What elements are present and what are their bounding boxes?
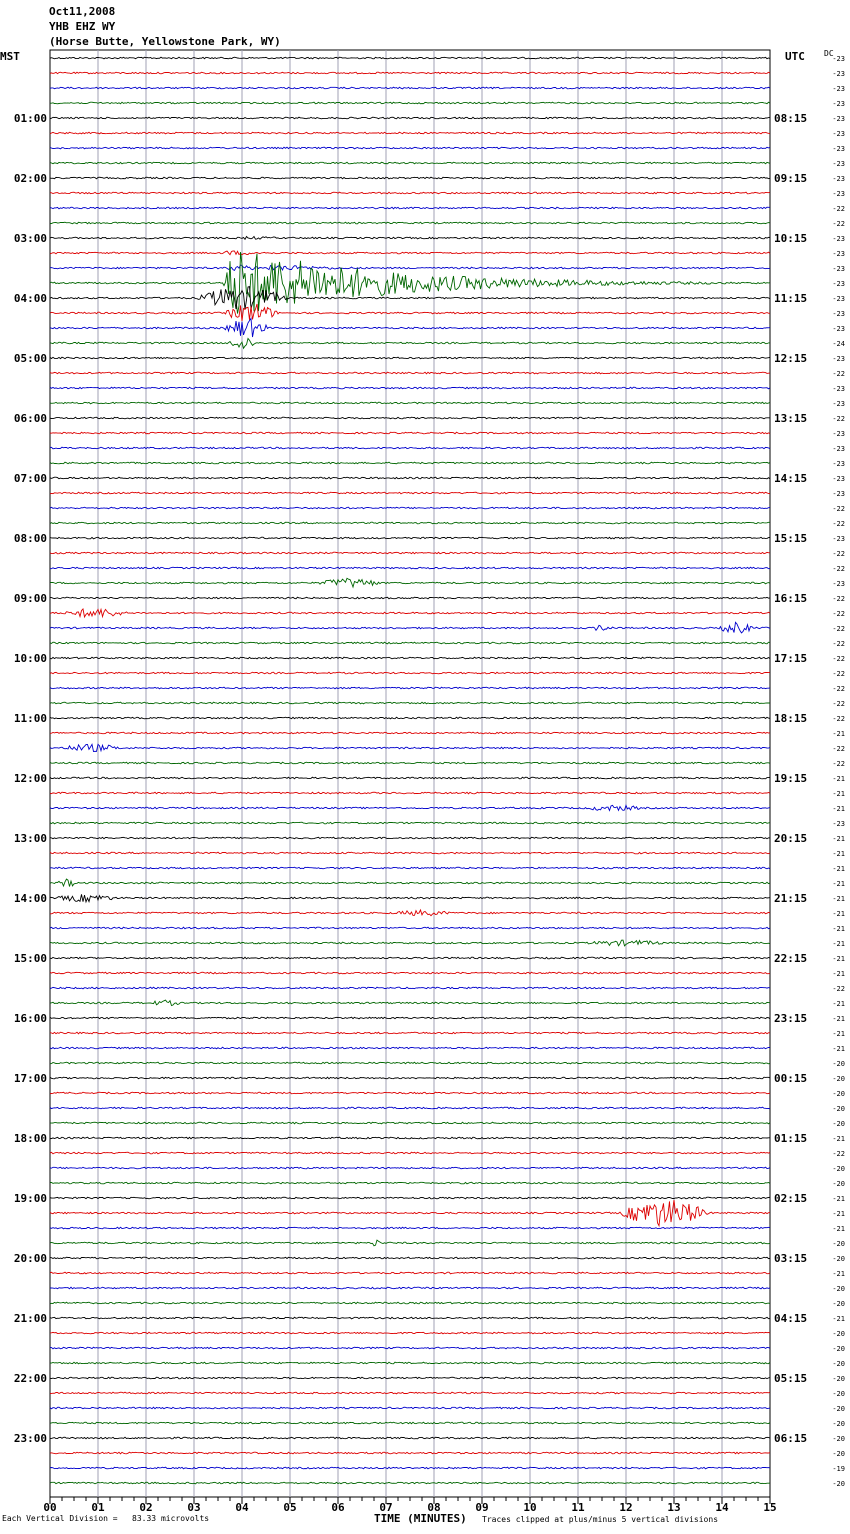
dc-offset-label: -21 bbox=[832, 1195, 845, 1203]
trace-line bbox=[50, 251, 770, 255]
hour-label-left: 02:00 bbox=[13, 172, 47, 185]
hour-label-left: 22:00 bbox=[13, 1372, 47, 1385]
dc-offset-label: -23 bbox=[832, 400, 845, 408]
hour-label-left: 14:00 bbox=[13, 892, 47, 905]
trace-line bbox=[50, 222, 770, 224]
chart-date: Oct11,2008 bbox=[49, 5, 116, 18]
trace-line bbox=[50, 417, 770, 419]
trace-line bbox=[50, 339, 770, 349]
dc-offset-label: -20 bbox=[832, 1075, 845, 1083]
trace-line bbox=[50, 1392, 770, 1394]
trace-line bbox=[50, 822, 770, 824]
x-tick-label: 10 bbox=[523, 1501, 537, 1514]
hour-label-right: 14:15 bbox=[774, 472, 808, 485]
dc-offset-label: -21 bbox=[832, 1000, 845, 1008]
trace-line bbox=[50, 1032, 770, 1034]
hour-label-left: 15:00 bbox=[13, 952, 47, 965]
dc-offset-label: -20 bbox=[832, 1060, 845, 1068]
hour-label-left: 18:00 bbox=[13, 1132, 47, 1145]
hour-label-right: 16:15 bbox=[774, 592, 808, 605]
trace-line bbox=[50, 1332, 770, 1334]
trace-line bbox=[50, 432, 770, 434]
dc-offset-label: -21 bbox=[832, 835, 845, 843]
x-tick-label: 07 bbox=[379, 1501, 393, 1514]
trace-line bbox=[50, 319, 770, 338]
trace-line bbox=[50, 927, 770, 929]
dc-offset-label: -22 bbox=[832, 220, 845, 228]
hour-label-right: 21:15 bbox=[774, 892, 808, 905]
dc-offset-label: -20 bbox=[832, 1165, 845, 1173]
trace-line bbox=[50, 552, 770, 554]
dc-offset-label: -20 bbox=[832, 1420, 845, 1428]
hour-label-right: 00:15 bbox=[774, 1072, 808, 1085]
hour-label-right: 01:15 bbox=[774, 1132, 808, 1145]
trace-line bbox=[50, 1257, 770, 1259]
dc-offset-label: -20 bbox=[832, 1090, 845, 1098]
dc-offset-label: -23 bbox=[832, 355, 845, 363]
dc-offset-label: -23 bbox=[832, 490, 845, 498]
hour-label-left: 03:00 bbox=[13, 232, 47, 245]
dc-offset-label: -21 bbox=[832, 925, 845, 933]
dc-offset-label: -23 bbox=[832, 130, 845, 138]
trace-line bbox=[50, 402, 770, 404]
dc-offset-label: -22 bbox=[832, 640, 845, 648]
dc-column-title: DC bbox=[824, 49, 834, 58]
trace-line bbox=[50, 207, 770, 209]
dc-offset-label: -20 bbox=[832, 1300, 845, 1308]
dc-offset-label: -19 bbox=[832, 1465, 845, 1473]
dc-offset-label: -21 bbox=[832, 970, 845, 978]
trace-line bbox=[50, 1347, 770, 1349]
trace-line bbox=[50, 537, 770, 539]
x-axis-title: TIME (MINUTES) bbox=[374, 1512, 467, 1525]
hour-label-left: 11:00 bbox=[13, 712, 47, 725]
dc-offset-label: -21 bbox=[832, 850, 845, 858]
trace-line bbox=[50, 1167, 770, 1169]
x-tick-label: 06 bbox=[331, 1501, 345, 1514]
trace-line bbox=[50, 1107, 770, 1109]
hour-label-left: 01:00 bbox=[13, 112, 47, 125]
dc-offset-label: -22 bbox=[832, 700, 845, 708]
dc-offset-label: -22 bbox=[832, 505, 845, 513]
trace-line bbox=[50, 1317, 770, 1319]
x-tick-label: 08 bbox=[427, 1501, 441, 1514]
trace-line bbox=[50, 1302, 770, 1304]
trace-line bbox=[50, 879, 770, 886]
dc-offset-label: -22 bbox=[832, 520, 845, 528]
trace-line bbox=[50, 732, 770, 734]
trace-line bbox=[50, 1197, 770, 1199]
hour-label-left: 16:00 bbox=[13, 1012, 47, 1025]
dc-offset-label: -21 bbox=[832, 1045, 845, 1053]
trace-line bbox=[50, 237, 770, 240]
dc-offset-label: -23 bbox=[832, 85, 845, 93]
dc-offset-label: -22 bbox=[832, 550, 845, 558]
dc-offset-label: -23 bbox=[832, 280, 845, 288]
trace-line bbox=[50, 837, 770, 839]
dc-offset-label: -22 bbox=[832, 670, 845, 678]
hour-label-right: 09:15 bbox=[774, 172, 808, 185]
trace-line bbox=[50, 894, 770, 902]
trace-line bbox=[50, 287, 770, 310]
dc-offset-label: -21 bbox=[832, 775, 845, 783]
x-tick-label: 13 bbox=[667, 1501, 681, 1514]
dc-offset-label: -22 bbox=[832, 625, 845, 633]
dc-offset-label: -23 bbox=[832, 310, 845, 318]
hour-label-right: 19:15 bbox=[774, 772, 808, 785]
x-tick-label: 11 bbox=[571, 1501, 585, 1514]
trace-line bbox=[50, 492, 770, 494]
trace-line bbox=[50, 642, 770, 644]
trace-line bbox=[50, 910, 770, 916]
dc-offset-label: -20 bbox=[832, 1285, 845, 1293]
dc-offset-label: -22 bbox=[832, 760, 845, 768]
hour-label-right: 03:15 bbox=[774, 1252, 808, 1265]
trace-line bbox=[50, 578, 770, 587]
dc-offset-label: -20 bbox=[832, 1405, 845, 1413]
dc-offset-label: -22 bbox=[832, 370, 845, 378]
trace-line bbox=[50, 1437, 770, 1439]
x-tick-label: 00 bbox=[43, 1501, 57, 1514]
hour-label-left: 06:00 bbox=[13, 412, 47, 425]
trace-line bbox=[50, 357, 770, 359]
dc-offset-label: -23 bbox=[832, 580, 845, 588]
dc-offset-label: -22 bbox=[832, 1150, 845, 1158]
dc-offset-label: -22 bbox=[832, 415, 845, 423]
trace-line bbox=[50, 507, 770, 509]
dc-offset-label: -23 bbox=[832, 175, 845, 183]
hour-label-left: 17:00 bbox=[13, 1072, 47, 1085]
dc-offset-label: -23 bbox=[832, 445, 845, 453]
trace-line bbox=[50, 477, 770, 479]
trace-line bbox=[50, 940, 770, 946]
clip-note: Traces clipped at plus/minus 5 vertical divisions bbox=[482, 1515, 719, 1524]
trace-line bbox=[50, 987, 770, 989]
x-tick-label: 04 bbox=[235, 1501, 249, 1514]
dc-offset-label: -23 bbox=[832, 460, 845, 468]
trace-line bbox=[50, 867, 770, 869]
dc-offset-label: -22 bbox=[832, 685, 845, 693]
x-tick-label: 03 bbox=[187, 1501, 201, 1514]
trace-line bbox=[50, 252, 770, 314]
dc-offset-label: -20 bbox=[832, 1120, 845, 1128]
trace-line bbox=[50, 1062, 770, 1064]
trace-line bbox=[50, 72, 770, 74]
trace-line bbox=[50, 1017, 770, 1019]
dc-offset-label: -23 bbox=[832, 235, 845, 243]
dc-offset-label: -23 bbox=[832, 430, 845, 438]
trace-line bbox=[50, 717, 770, 719]
x-tick-label: 02 bbox=[139, 1501, 153, 1514]
trace-line bbox=[50, 1092, 770, 1094]
trace-line bbox=[50, 117, 770, 119]
hour-label-left: 20:00 bbox=[13, 1252, 47, 1265]
trace-line bbox=[50, 792, 770, 794]
trace-line bbox=[50, 304, 770, 321]
trace-line bbox=[50, 1000, 770, 1005]
dc-offset-label: -23 bbox=[832, 535, 845, 543]
trace-line bbox=[50, 1452, 770, 1454]
dc-offset-label: -20 bbox=[832, 1450, 845, 1458]
hour-label-right: 05:15 bbox=[774, 1372, 808, 1385]
trace-line bbox=[50, 1482, 770, 1484]
hour-label-left: 08:00 bbox=[13, 532, 47, 545]
dc-offset-label: -22 bbox=[832, 565, 845, 573]
trace-line bbox=[50, 657, 770, 659]
trace-line bbox=[50, 1182, 770, 1184]
trace-line bbox=[50, 1077, 770, 1079]
trace-line bbox=[50, 1272, 770, 1274]
dc-offset-label: -21 bbox=[832, 895, 845, 903]
trace-line bbox=[50, 805, 770, 810]
dc-offset-label: -21 bbox=[832, 1315, 845, 1323]
trace-line bbox=[50, 762, 770, 764]
trace-line bbox=[50, 687, 770, 689]
hour-label-left: 09:00 bbox=[13, 592, 47, 605]
dc-offset-label: -23 bbox=[832, 385, 845, 393]
trace-line bbox=[50, 1240, 770, 1246]
trace-line bbox=[50, 1377, 770, 1379]
trace-line bbox=[50, 192, 770, 194]
trace-line bbox=[50, 147, 770, 149]
dc-offset-label: -23 bbox=[832, 265, 845, 273]
dc-offset-label: -20 bbox=[832, 1375, 845, 1383]
trace-line bbox=[50, 777, 770, 779]
dc-offset-label: -23 bbox=[832, 820, 845, 828]
trace-line bbox=[50, 609, 770, 617]
dc-offset-label: -20 bbox=[832, 1390, 845, 1398]
left-axis-title: MST bbox=[0, 50, 20, 63]
trace-line bbox=[50, 1152, 770, 1154]
dc-offset-label: -23 bbox=[832, 250, 845, 258]
dc-offset-label: -23 bbox=[832, 190, 845, 198]
dc-offset-label: -23 bbox=[832, 115, 845, 123]
trace-line bbox=[50, 102, 770, 104]
dc-offset-label: -21 bbox=[832, 1225, 845, 1233]
trace-line bbox=[50, 87, 770, 89]
trace-line bbox=[50, 1467, 770, 1469]
x-tick-label: 12 bbox=[619, 1501, 633, 1514]
trace-line bbox=[50, 1407, 770, 1409]
dc-offset-label: -22 bbox=[832, 610, 845, 618]
dc-offset-label: -20 bbox=[832, 1240, 845, 1248]
hour-label-left: 21:00 bbox=[13, 1312, 47, 1325]
hour-label-right: 17:15 bbox=[774, 652, 808, 665]
trace-line bbox=[50, 462, 770, 464]
trace-line bbox=[50, 622, 770, 633]
dc-offset-label: -20 bbox=[832, 1330, 845, 1338]
hour-label-right: 12:15 bbox=[774, 352, 808, 365]
trace-line bbox=[50, 1122, 770, 1124]
hour-label-left: 23:00 bbox=[13, 1432, 47, 1445]
dc-offset-label: -21 bbox=[832, 880, 845, 888]
dc-offset-label: -20 bbox=[832, 1105, 845, 1113]
hour-label-right: 13:15 bbox=[774, 412, 808, 425]
dc-offset-label: -24 bbox=[832, 340, 845, 348]
dc-offset-label: -21 bbox=[832, 940, 845, 948]
hour-label-right: 10:15 bbox=[774, 232, 808, 245]
trace-line bbox=[50, 1227, 770, 1229]
dc-offset-label: -21 bbox=[832, 1015, 845, 1023]
trace-line bbox=[50, 1137, 770, 1139]
trace-line bbox=[50, 957, 770, 959]
hour-label-right: 15:15 bbox=[774, 532, 808, 545]
dc-offset-label: -23 bbox=[832, 160, 845, 168]
dc-offset-label: -22 bbox=[832, 745, 845, 753]
trace-line bbox=[50, 57, 770, 59]
trace-line bbox=[50, 522, 770, 524]
dc-offset-label: -21 bbox=[832, 955, 845, 963]
trace-line bbox=[50, 372, 770, 374]
right-axis-title: UTC bbox=[785, 50, 805, 63]
trace-line bbox=[50, 1362, 770, 1364]
hour-label-right: 11:15 bbox=[774, 292, 808, 305]
trace-line bbox=[50, 852, 770, 854]
hour-label-left: 12:00 bbox=[13, 772, 47, 785]
trace-line bbox=[50, 672, 770, 674]
hour-label-right: 22:15 bbox=[774, 952, 808, 965]
dc-offset-label: -22 bbox=[832, 205, 845, 213]
dc-offset-label: -22 bbox=[832, 985, 845, 993]
dc-offset-label: -20 bbox=[832, 1435, 845, 1443]
dc-offset-label: -21 bbox=[832, 1135, 845, 1143]
dc-offset-label: -23 bbox=[832, 70, 845, 78]
dc-offset-label: -23 bbox=[832, 475, 845, 483]
trace-line bbox=[50, 1047, 770, 1049]
dc-offset-label: -21 bbox=[832, 1030, 845, 1038]
dc-offset-label: -20 bbox=[832, 1255, 845, 1263]
dc-offset-label: -20 bbox=[832, 1480, 845, 1488]
trace-line bbox=[50, 387, 770, 389]
hour-label-left: 05:00 bbox=[13, 352, 47, 365]
trace-line bbox=[50, 177, 770, 179]
chart-location: (Horse Butte, Yellowstone Park, WY) bbox=[49, 35, 281, 48]
hour-label-right: 18:15 bbox=[774, 712, 808, 725]
dc-offset-label: -21 bbox=[832, 910, 845, 918]
dc-offset-label: -21 bbox=[832, 790, 845, 798]
trace-line bbox=[50, 162, 770, 164]
dc-offset-label: -21 bbox=[832, 865, 845, 873]
hour-label-left: 19:00 bbox=[13, 1192, 47, 1205]
x-tick-label: 09 bbox=[475, 1501, 489, 1514]
dc-offset-label: -22 bbox=[832, 595, 845, 603]
x-tick-label: 01 bbox=[91, 1501, 105, 1514]
hour-label-left: 04:00 bbox=[13, 292, 47, 305]
trace-line bbox=[50, 1200, 770, 1226]
dc-offset-label: -21 bbox=[832, 1210, 845, 1218]
hour-label-right: 02:15 bbox=[774, 1192, 808, 1205]
trace-line bbox=[50, 597, 770, 599]
hour-label-left: 10:00 bbox=[13, 652, 47, 665]
dc-offset-label: -22 bbox=[832, 715, 845, 723]
trace-line bbox=[50, 1422, 770, 1424]
chart-station: YHB EHZ WY bbox=[49, 20, 116, 33]
dc-offset-label: -23 bbox=[832, 100, 845, 108]
scale-note: Each Vertical Division = 83.33 microvolts bbox=[2, 1514, 210, 1523]
hour-label-right: 23:15 bbox=[774, 1012, 808, 1025]
x-tick-label: 05 bbox=[283, 1501, 297, 1514]
dc-offset-label: -21 bbox=[832, 730, 845, 738]
dc-offset-label: -22 bbox=[832, 655, 845, 663]
trace-line bbox=[50, 447, 770, 449]
trace-line bbox=[50, 702, 770, 704]
dc-offset-label: -21 bbox=[832, 805, 845, 813]
dc-offset-label: -20 bbox=[832, 1345, 845, 1353]
trace-line bbox=[50, 744, 770, 751]
trace-line bbox=[50, 567, 770, 569]
dc-offset-label: -23 bbox=[832, 55, 845, 63]
hour-label-right: 06:15 bbox=[774, 1432, 808, 1445]
trace-line bbox=[50, 1287, 770, 1289]
trace-line bbox=[50, 265, 770, 270]
x-tick-label: 15 bbox=[763, 1501, 777, 1514]
dc-offset-label: -21 bbox=[832, 1270, 845, 1278]
trace-line bbox=[50, 972, 770, 974]
dc-offset-label: -20 bbox=[832, 1180, 845, 1188]
hour-label-left: 07:00 bbox=[13, 472, 47, 485]
trace-line bbox=[50, 132, 770, 134]
dc-offset-label: -23 bbox=[832, 325, 845, 333]
x-tick-label: 14 bbox=[715, 1501, 729, 1514]
hour-label-right: 20:15 bbox=[774, 832, 808, 845]
hour-label-right: 04:15 bbox=[774, 1312, 808, 1325]
dc-offset-label: -23 bbox=[832, 145, 845, 153]
hour-label-right: 08:15 bbox=[774, 112, 808, 125]
hour-label-left: 13:00 bbox=[13, 832, 47, 845]
dc-offset-label: -23 bbox=[832, 295, 845, 303]
dc-offset-label: -20 bbox=[832, 1360, 845, 1368]
